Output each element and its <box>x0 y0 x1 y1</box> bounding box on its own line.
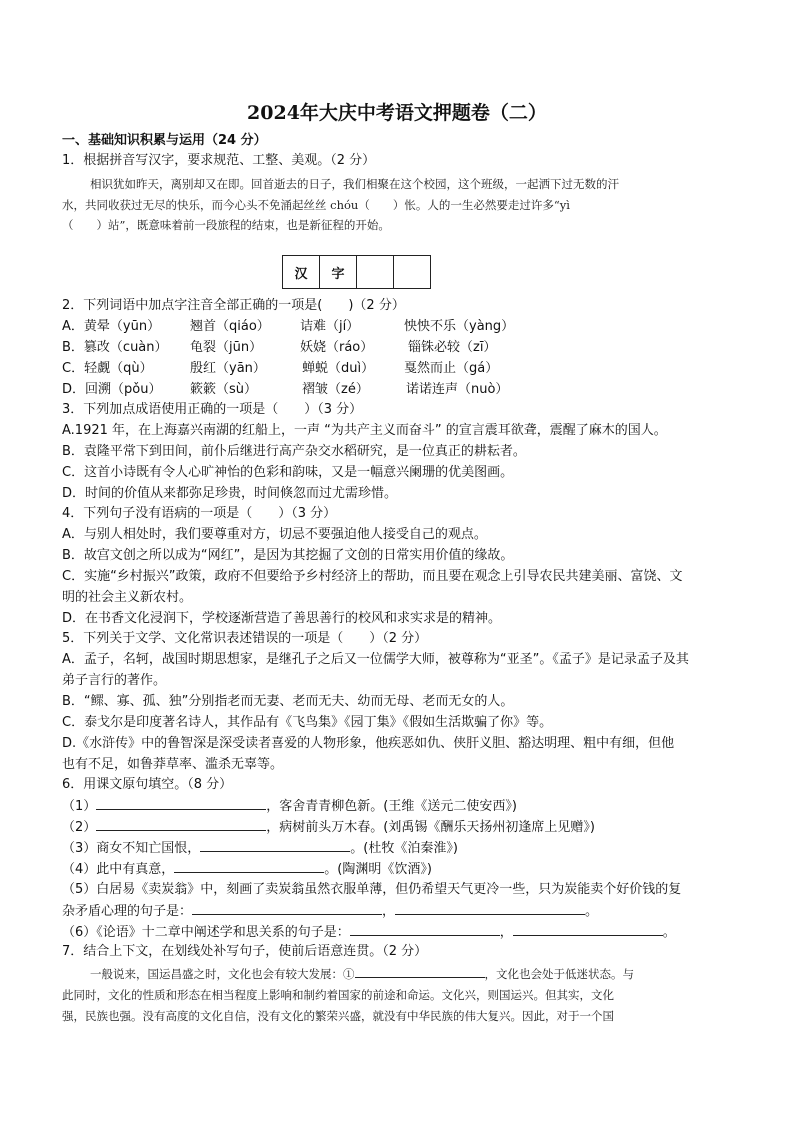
q6-stem: 6．用课文原句填空。（8 分） <box>62 777 233 792</box>
q2-stem: 2．下列词语中加点字注音全部正确的一项是( )（2 分） <box>62 298 405 313</box>
option-word: B．篡改（cuàn） <box>62 340 168 355</box>
item-text: 。 <box>585 904 599 919</box>
q5-option-a-cont: 弟子言行的著作。 <box>62 673 167 688</box>
q1-passage-line: （ ）站”，既意味着前一段旅程的结束，也是新征程的开始。 <box>62 218 390 232</box>
q5-option-b: B．“鳏、寡、孤、独”分别指老而无妻、老而无夫、幼而无母、老而无女的人。 <box>62 694 514 709</box>
q4-stem: 4．下列句子没有语病的一项是（ ）（3 分） <box>62 506 337 521</box>
q4-option-b: B．故宫文创之所以成为“网红”，是因为其挖掘了文创的日常实用价值的缘故。 <box>62 548 514 563</box>
option-word: 诺诺连声（nuò） <box>406 382 509 397</box>
option-word: 蝉蜕（duì） <box>302 361 375 376</box>
item-text: （6）《论语》十二章中阐述学和思关系的句子是： <box>62 925 350 940</box>
option-word: 褶皱（zé） <box>302 382 369 397</box>
q6-item-5: （5）白居易《卖炭翁》中，刻画了卖炭翁虽然衣服单薄，但仍希望天气更冷一些，只为炭能卖个好价钱的复 <box>62 882 682 897</box>
q3-option-d: D．时间的价值从来都弥足珍贵，时间倏忽而过尤需珍惜。 <box>62 486 398 501</box>
fill-blank[interactable] <box>350 922 500 936</box>
passage-text: ，文化也会处于低迷状态。与 <box>484 967 634 981</box>
grid-cell: 字 <box>320 256 357 289</box>
q6-item-5-cont <box>62 901 598 922</box>
q1-passage-line: 水，共同收获过无尽的快乐，而今心头不免涌起丝丝 chóu（ ）怅。人的一生必然要走过许多“yì <box>62 198 570 212</box>
fill-blank[interactable] <box>96 796 266 810</box>
q3-option-a: A.1921 年，在上海嘉兴南湖的红船上，一声 “为共产主义而奋斗” 的宣言震耳欲聋，震醒了麻木的国人。 <box>62 423 667 438</box>
item-number: （2） <box>62 820 97 835</box>
grid-cell-empty[interactable] <box>394 256 431 289</box>
q4-option-d: D．在书香文化浸润下，学校逐渐营造了善思善行的校风和求实求是的精神。 <box>62 611 502 626</box>
item-text: ， <box>499 925 513 940</box>
option-word: 锱铢必较（zī） <box>408 340 497 355</box>
option-word: 怏怏不乐（yàng） <box>404 319 515 334</box>
q6-item-3 <box>62 838 458 859</box>
q4-option-c-cont: 明的社会主义新农村。 <box>62 590 193 605</box>
fill-blank[interactable] <box>174 859 324 873</box>
q6-item-1 <box>62 796 517 817</box>
q4-option-a: A．与别人相处时，我们要尊重对方，切忌不要强迫他人接受自己的观点。 <box>62 527 487 542</box>
item-text: （4）此中有真意， <box>62 862 175 877</box>
option-word: C．轻觑（qù） <box>62 361 153 376</box>
option-word: 殷红（yān） <box>190 361 266 376</box>
option-word: 簌簌（sù） <box>190 382 258 397</box>
q5-stem: 5．下列关于文学、文化常识表述错误的一项是（ ）（2 分） <box>62 631 428 646</box>
passage-text: 一般说来，国运昌盛之时，文化也会有较大发展：① <box>90 967 355 981</box>
q5-option-c: C．泰戈尔是印度著名诗人，其作品有《飞鸟集》《园丁集》《假如生活欺骗了你》等。 <box>62 715 553 730</box>
option-word: A．黄晕（yūn） <box>62 319 161 334</box>
option-word: 戛然而止（gá） <box>404 361 499 376</box>
item-text: 杂矛盾心理的句子是： <box>62 904 193 919</box>
q7-passage-line: 强，民族也强。没有高度的文化自信，没有文化的繁荣兴盛，就没有中华民族的伟大复兴。因此，对于一个国 <box>62 1009 614 1023</box>
item-text: 。(杜牧《泊秦淮》) <box>350 841 458 856</box>
q5-option-d-cont: 也有不足，如鲁莽草率、滥杀无辜等。 <box>62 757 284 772</box>
option-word: 诘难（jí） <box>300 319 360 334</box>
q3-option-b: B．袁隆平常下到田间，前仆后继进行高产杂交水稻研究，是一位真正的耕耘者。 <box>62 444 526 459</box>
item-text: 。 <box>662 925 676 940</box>
option-word: 翘首（qiáo） <box>190 319 270 334</box>
option-word: 妖娆（ráo） <box>300 340 374 355</box>
item-text: 。(陶渊明《饮酒》) <box>324 862 432 877</box>
q7-passage-line <box>90 964 634 984</box>
hanzi-writing-grid <box>282 255 431 289</box>
item-text: （3）商女不知亡国恨， <box>62 841 201 856</box>
item-text: ，病树前头万木春。(刘禹锡《酬乐天扬州初逢席上见赠》) <box>266 820 595 835</box>
q6-item-2 <box>62 817 595 838</box>
fill-blank[interactable] <box>200 838 350 852</box>
q1-stem: 1．根据拼音写汉字，要求规范、工整、美观。（2 分） <box>62 153 376 168</box>
q7-passage-line: 此同时，文化的性质和形态在相当程度上影响和制约着国家的前途和命运。文化兴，则国运兴。但其实，文化 <box>62 988 614 1002</box>
option-word: 龟裂（jūn） <box>190 340 263 355</box>
grid-cell: 汉 <box>283 256 320 289</box>
fill-blank[interactable] <box>355 964 485 978</box>
item-text: ， <box>382 904 396 919</box>
q7-stem: 7．结合上下文，在划线处补写句子，使前后语意连贯。（2 分） <box>62 944 428 959</box>
option-word: D．回溯（pǒu） <box>62 382 162 397</box>
fill-blank[interactable] <box>513 922 663 936</box>
q5-option-d: D.《水浒传》中的鲁智深是深受读者喜爱的人物形象，他疾恶如仇、侠肝义胆、豁达明理、粗中有细，但他 <box>62 736 675 751</box>
q6-item-6 <box>62 922 676 943</box>
q3-stem: 3．下列加点成语使用正确的一项是（ ）（3 分） <box>62 402 363 417</box>
fill-blank[interactable] <box>395 901 585 915</box>
fill-blank[interactable] <box>96 817 266 831</box>
page-title: 2024年大庆中考语文押题卷（二） <box>247 102 547 124</box>
item-number: （1） <box>62 799 97 814</box>
q1-passage-line: 相识犹如昨天，离别却又在即。回首逝去的日子，我们相聚在这个校园，这个班级，一起洒下过无数的汗 <box>90 177 619 191</box>
q3-option-c: C．这首小诗既有令人心旷神怡的色彩和韵味，又是一幅意兴阑珊的优美图画。 <box>62 465 514 480</box>
section-heading: 一、基础知识积累与运用（24 分） <box>62 133 267 148</box>
q5-option-a: A．孟子，名轲，战国时期思想家，是继孔子之后又一位儒学大师，被尊称为“亚圣”。《孟子》是记录孟子及其 <box>62 652 689 667</box>
q6-item-4 <box>62 859 432 880</box>
item-text: ，客舍青青柳色新。(王维《送元二使安西》) <box>266 799 517 814</box>
grid-cell-empty[interactable] <box>357 256 394 289</box>
q4-option-c: C．实施“乡村振兴”政策，政府不但要给予乡村经济上的帮助，而且要在观念上引导农民共建美丽、富饶、文 <box>62 569 683 584</box>
fill-blank[interactable] <box>192 901 382 915</box>
